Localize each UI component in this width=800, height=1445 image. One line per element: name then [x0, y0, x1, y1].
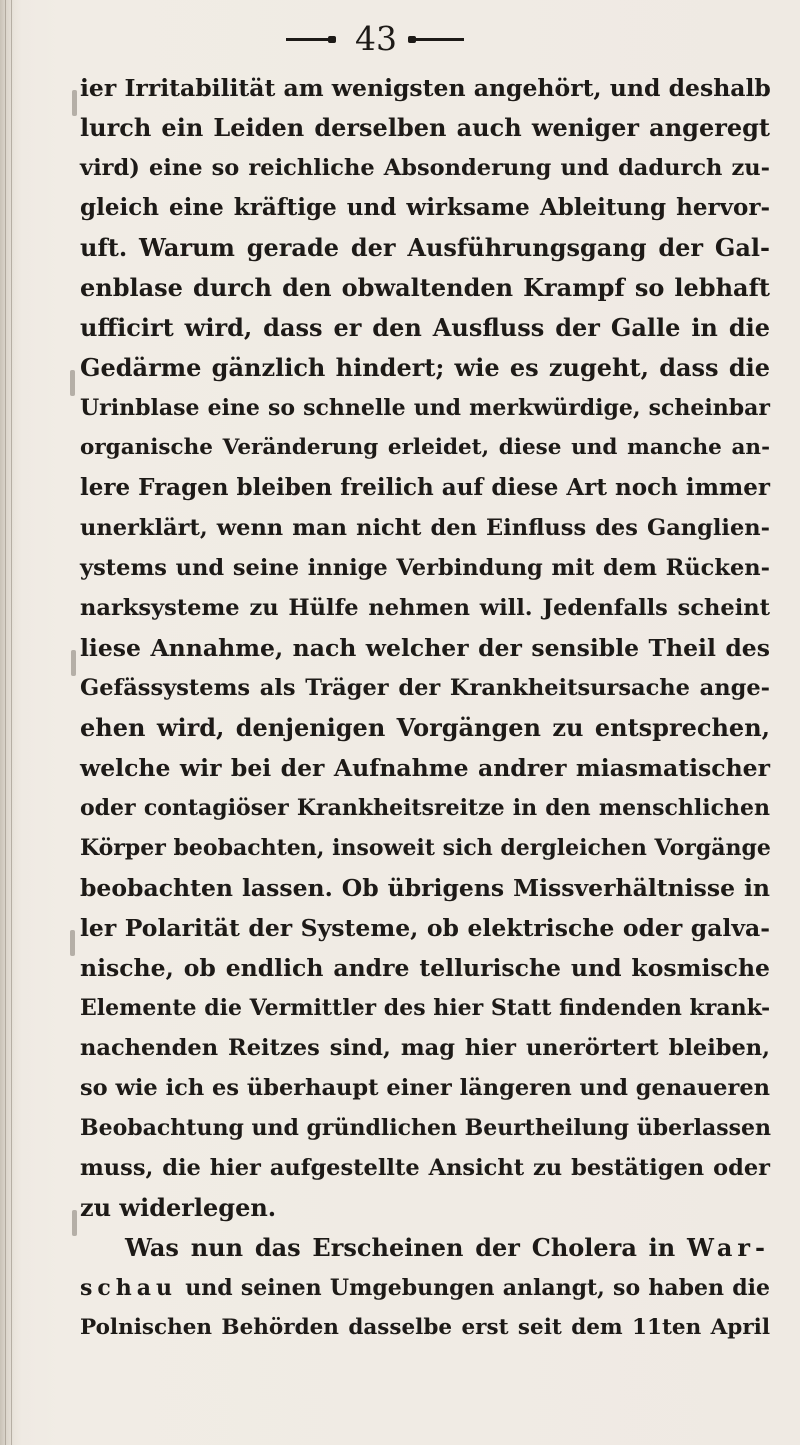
spaced-place-name: schau: [80, 1275, 178, 1301]
gutter-edge-line: [11, 0, 12, 1445]
header-rule-left: [286, 38, 330, 41]
binding-edge-mark: [70, 930, 75, 956]
text-line: ehen wird, denjenigen Vorgängen zu entsprechen,: [80, 713, 770, 742]
text-line: Polnischen Behörden dasselbe erst seit dem 11ten April: [80, 1315, 770, 1340]
text-line: gleich eine kräftige und wirksame Ableitung hervor-: [80, 194, 770, 221]
text-line: narksysteme zu Hülfe nehmen will. Jedenfalls scheint: [80, 595, 770, 621]
text-line: liese Annahme, nach welcher der sensible Theil des: [80, 634, 770, 662]
text-line: ystems und seine innige Verbindung mit dem Rücken-: [80, 555, 770, 581]
text-line: nische, ob endlich andre tellurische und kosmische: [80, 954, 770, 982]
text-line: zu widerlegen.: [80, 1193, 277, 1222]
text-line: muss, die hier aufgestellte Ansicht zu bestätigen oder: [80, 1155, 770, 1181]
text-span: und seinen Umgebungen anlangt, so haben die: [177, 1275, 770, 1301]
page-number: 43: [355, 19, 397, 58]
binding-edge-mark: [71, 650, 76, 676]
text-line: so wie ich es überhaupt einer längeren und genaueren: [80, 1075, 770, 1101]
text-line: ier Irritabilität am wenigsten angehört, und deshalb: [80, 74, 771, 102]
text-line: uft. Warum gerade der Ausführungsgang der Gal-: [80, 233, 770, 262]
text-line: enblase durch den obwaltenden Krampf so lebhaft: [80, 273, 770, 302]
text-line: Elemente die Vermittler des hier Statt findenden krank-: [80, 995, 771, 1021]
text-line: nachenden Reitzes sind, mag hier unerörtert bleiben,: [80, 1035, 770, 1061]
binding-edge-mark: [72, 1210, 77, 1236]
text-line: Urinblase eine so schnelle und merkwürdige, scheinbar: [80, 395, 770, 421]
binding-edge-mark: [70, 370, 75, 396]
header-rule-right: [414, 38, 464, 41]
text-line: welche wir bei der Aufnahme andrer miasmatischer: [80, 754, 770, 782]
text-line: lere Fragen bleiben freilich auf diese Art noch immer: [80, 474, 770, 501]
text-line: lurch ein Leiden derselben auch weniger angeregt: [80, 113, 770, 142]
text-line: Gefässystems als Träger der Krankheitsursache ange-: [80, 675, 770, 701]
text-line: ufficirt wird, dass er den Ausfluss der Galle in die: [80, 313, 770, 342]
text-span: Was nun das Erscheinen der Cholera in: [125, 1233, 687, 1262]
spaced-place-name: War-: [686, 1233, 770, 1262]
text-line: organische Veränderung erleidet, diese und manche an-: [80, 435, 770, 460]
binding-edge-mark: [72, 90, 77, 116]
text-line: ler Polarität der Systeme, ob elektrische oder galva-: [80, 914, 770, 942]
text-line: Gedärme gänzlich hindert; wie es zugeht, dass die: [80, 353, 770, 382]
page-header: [0, 16, 800, 56]
text-line: oder contagiöser Krankheitsreitze in den menschlichen: [80, 795, 770, 821]
text-line: Körper beobachten, insoweit sich dergleichen Vorgänge: [80, 835, 771, 861]
text-line: vird) eine so reichliche Absonderung und dadurch zu-: [80, 155, 770, 181]
paragraph-start-line: [125, 1228, 770, 1268]
gutter-edge-line: [5, 0, 6, 1445]
text-line: unerklärt, wenn man nicht den Einfluss des Ganglien-: [80, 515, 770, 541]
text-line: [80, 1268, 770, 1308]
text-line: beobachten lassen. Ob übrigens Missverhältnisse in: [80, 874, 770, 902]
text-line: Beobachtung und gründlichen Beurtheilung überlassen: [80, 1115, 772, 1141]
